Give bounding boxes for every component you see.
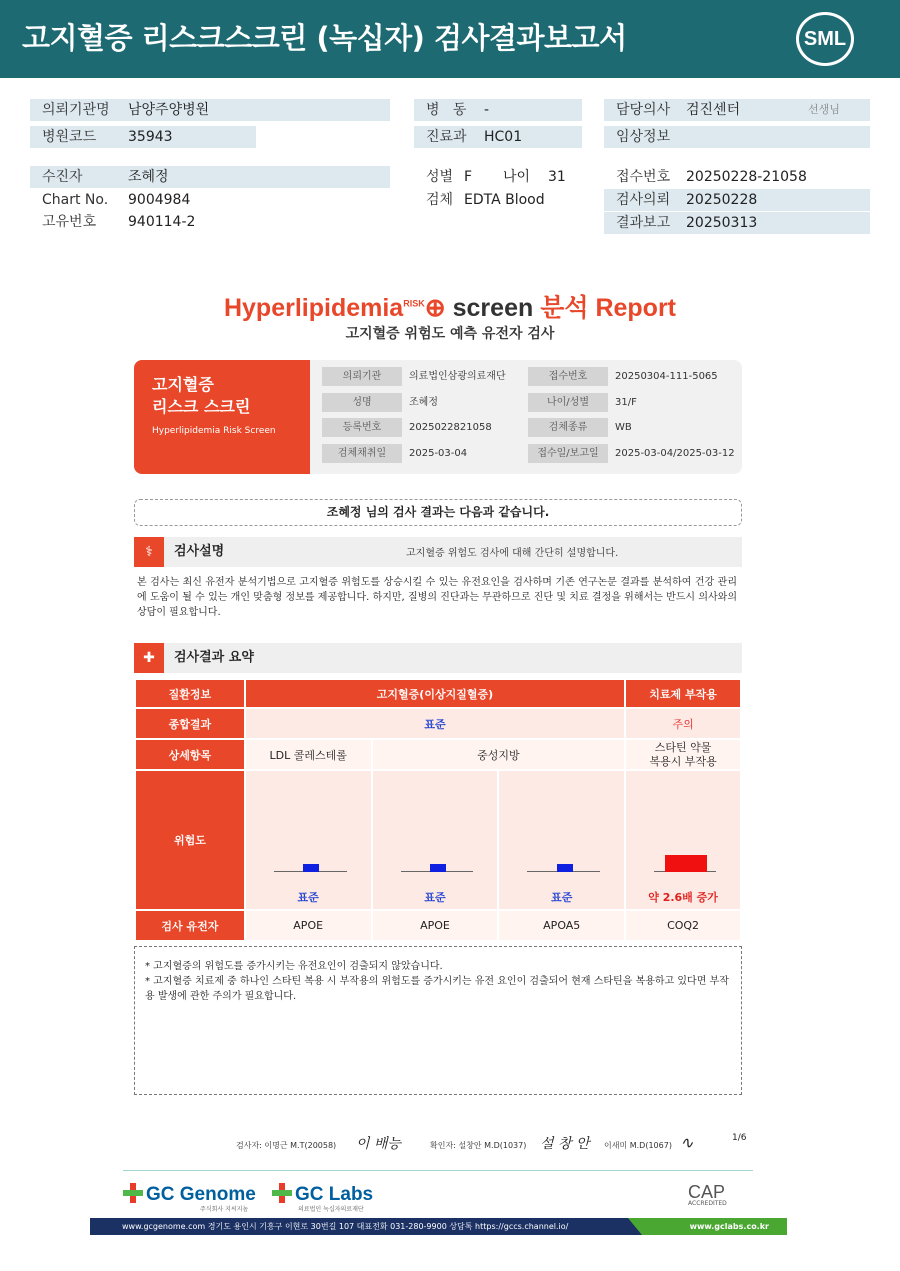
hospital-code-value: 35943 xyxy=(128,129,173,145)
ward-field: 병 동 - xyxy=(414,99,582,121)
institution-field: 의뢰기관명 남양주양병원 xyxy=(30,99,390,121)
risk-label: 표준 xyxy=(297,891,319,904)
ward-value: - xyxy=(484,102,490,118)
risk-gauge xyxy=(372,770,499,910)
dept-value: HC01 xyxy=(484,129,523,145)
medical-folder-icon: ✚ xyxy=(134,643,164,673)
report-date-field: 결과보고 20250313 xyxy=(604,212,870,234)
result-table: 질환정보 고지혈증(이상지질혈증) 치료제 부작용 종합결과 표준 주의 상세항목 LDL 콜레스테롤 중성지방 스타틴 약물 복용시 부작용 위험도 표준 표준 표준 약 2.6배 증가 검사 유전자 APOE APOE APOA5 COQ2 xyxy=(134,678,742,942)
risk-gauge xyxy=(625,770,741,910)
gene-cell: APOA5 xyxy=(498,910,625,941)
result-banner: 조혜정 님의 검사 결과는 다음과 같습니다. xyxy=(134,499,742,526)
hospital-code-field: 병원코드 35943 xyxy=(30,126,256,148)
gene-cell: COQ2 xyxy=(625,910,741,941)
header-bar xyxy=(0,0,900,78)
uid-value: 940114-2 xyxy=(128,214,196,230)
specimen-value: EDTA Blood xyxy=(464,192,545,208)
cap-logo: CAP xyxy=(688,1182,726,1202)
receipt-field: 접수번호 20250228-21058 xyxy=(604,166,870,188)
card-title-panel: 고지혈증 리스크 스크린 Hyperlipidemia Risk Screen xyxy=(134,360,310,474)
verifier-signature: 설 창 안 xyxy=(540,1136,590,1152)
risk-label: 표준 xyxy=(424,891,446,904)
footer-website[interactable]: www.gclabs.co.kr xyxy=(689,1222,769,1231)
request-field: 검사의뢰 20250228 xyxy=(604,189,870,211)
patient-summary-card: 고지혈증 리스크 스크린 Hyperlipidemia Risk Screen 의뢰기관 의료법인삼광의료재단 접수번호 20250304-111-5065 성명 조혜정 나이/성별 31/F 등록번호 2025022821058 검체종류 WB 검체채취일 2025-03-04 접수일/보고일 2025-03-04/2025-03-12 xyxy=(134,360,742,474)
report-title: 고지혈증 리스크스크린 (녹십자) 검사결과보고서 xyxy=(22,21,627,55)
note-item: * 고지혈증의 위험도를 증가시키는 유전요인이 검출되지 않았습니다. xyxy=(145,961,443,972)
uid-field: 고유번호 940114-2 xyxy=(30,211,390,233)
dept-field: 진료과 HC01 xyxy=(414,126,582,148)
risk-label: 약 2.6배 증가 xyxy=(648,891,718,904)
hyperlipidemia-report-title: Hyperlipidemia$^{RISK}$⊕ screen 분석 Report xyxy=(223,294,677,322)
stethoscope-icon: ⚕ xyxy=(134,537,164,567)
examiner-sign: 검사자: 이명근 M.T(20058) xyxy=(236,1141,337,1150)
doctor-sign: 이새미 M.D(1067) xyxy=(604,1141,672,1150)
risk-gauge xyxy=(245,770,372,910)
note-item: * 고지혈증 치료제 중 하나인 스타틴 복용 시 부작용의 위험도를 증가시키는 유전 요인이 검출되어 현재 스타틴을 복용하고 있다면 부작용 발생에 관한 주의가 필요합니다. xyxy=(145,976,729,1002)
request-value: 20250228 xyxy=(686,192,758,208)
cross-icon xyxy=(123,1183,143,1203)
risk-label: 표준 xyxy=(551,891,573,904)
sml-logo: SML xyxy=(796,12,854,66)
risk-bar xyxy=(430,864,446,872)
gc-genome-logo: GC Genome xyxy=(123,1183,256,1206)
overall-result-main: 표준 xyxy=(245,708,625,739)
chart-field: Chart No. 9004984 xyxy=(30,189,390,211)
receipt-value: 20250228-21058 xyxy=(686,169,807,185)
doctor-value: 검진센터 xyxy=(686,102,741,118)
age-value: 31 xyxy=(548,169,566,185)
patient-value: 조혜정 xyxy=(128,169,169,185)
patient-field: 수진자 조혜정 xyxy=(30,166,390,188)
footer-divider xyxy=(123,1170,753,1171)
chart-value: 9004984 xyxy=(128,192,191,208)
section-test-description: ⚕ 검사설명 고지혈증 위험도 검사에 대해 간단히 설명합니다. xyxy=(134,537,742,567)
overall-result-drug: 주의 xyxy=(625,708,741,739)
report-subtitle: 고지혈증 위험도 예측 유전자 검사 xyxy=(345,326,555,342)
page-number: 1/6 xyxy=(732,1133,747,1143)
result-notes xyxy=(134,946,742,1095)
institution-value: 남양주양병원 xyxy=(128,102,210,118)
plus-icon: ⊕ xyxy=(424,294,446,322)
risk-bar xyxy=(665,855,707,872)
verifier-sign: 확인자: 설창안 M.D(1037) xyxy=(430,1141,527,1150)
gene-cell: APOE xyxy=(372,910,499,941)
doctor-field: 담당의사 검진센터 선생님 xyxy=(604,99,870,121)
test-description-text: 본 검사는 최신 유전자 분석기법으로 고지혈증 위험도를 상승시킬 수 있는 유전요인을 검사하며 기존 연구논문 결과를 분석하여 건강 관리에 도움이 될 수 있는 개인 맞춤형 정보를 제공합니다. 하지만, 질병의 진단과는 무관하므로 진단 및 치료 결정을 위해서는 반드시 의사와의 상담이 필요합니다. xyxy=(137,577,737,618)
sex-age-field: 성별 F 나이 31 xyxy=(414,166,582,188)
examiner-signature: 이 배능 xyxy=(356,1136,402,1152)
footer-contact: www.gcgenome.com 경기도 용인시 기흥구 이현로 30번길 107 대표전화 031-280-9900 상담톡 https://gccs.channel.io/ xyxy=(122,1222,569,1231)
risk-gauge xyxy=(498,770,625,910)
gene-cell: APOE xyxy=(245,910,372,941)
clinical-field: 임상정보 xyxy=(604,126,870,148)
sex-value: F xyxy=(464,169,473,185)
doctor-signature: ∿ xyxy=(680,1133,694,1152)
specimen-field: 검체 EDTA Blood xyxy=(414,189,582,211)
risk-bar xyxy=(303,864,319,872)
section-result-summary: ✚ 검사결과 요약 xyxy=(134,643,742,673)
footer-bar xyxy=(90,1218,787,1235)
report-date-value: 20250313 xyxy=(686,215,758,231)
gc-labs-logo: GC Labs xyxy=(272,1183,373,1206)
risk-bar xyxy=(557,864,573,872)
cross-icon xyxy=(272,1183,292,1203)
